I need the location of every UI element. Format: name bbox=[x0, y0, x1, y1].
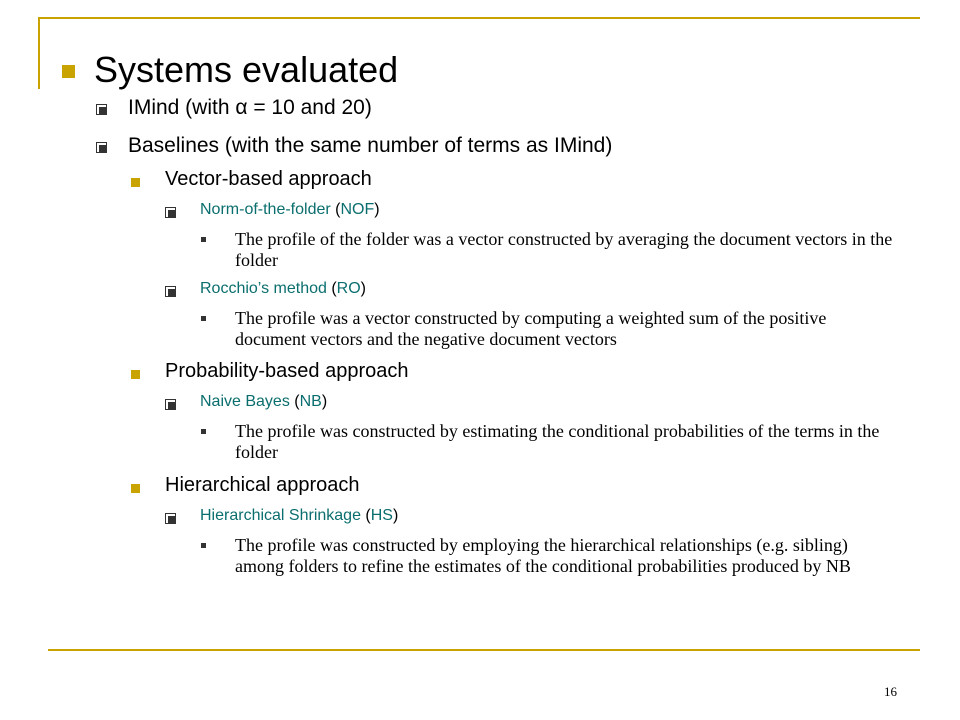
baselines-bullet-icon bbox=[96, 142, 107, 153]
slide-title-text: Systems evaluated bbox=[94, 49, 399, 90]
hs-desc-bullet-icon bbox=[201, 543, 206, 548]
imind-bullet-icon bbox=[96, 104, 107, 115]
hs-item: Hierarchical Shrinkage (HS) bbox=[200, 507, 399, 524]
nb-description: The profile was constructed by estimating the conditional probabilities of the terms in the folder bbox=[235, 421, 880, 462]
vector-heading: Vector-based approach bbox=[165, 168, 372, 190]
hs-abbr: HS bbox=[370, 507, 393, 524]
title-bullet-icon bbox=[62, 65, 75, 78]
imind-item: IMind (with α = 10 and 20) bbox=[128, 96, 372, 119]
ro-desc-bullet-icon bbox=[201, 316, 206, 321]
ro-bullet-icon bbox=[165, 286, 176, 297]
nof-item: Norm-of-the-folder (NOF) bbox=[200, 201, 380, 218]
nof-name: Norm-of-the-folder bbox=[200, 201, 331, 218]
ro-abbr: RO bbox=[336, 280, 361, 297]
ro-name: Rocchio’s method bbox=[200, 280, 327, 297]
ro-item: Rocchio’s method (RO) bbox=[200, 280, 366, 297]
nof-description: The profile of the folder was a vector constructed by averaging the document vectors in the folder bbox=[235, 229, 893, 270]
slide-title bbox=[94, 49, 398, 91]
nof-bullet-icon bbox=[165, 207, 176, 218]
ro-description: The profile was a vector constructed by computing a weighted sum of the positive document vectors and the negative document vectors bbox=[235, 308, 827, 349]
hier-bullet-icon bbox=[131, 484, 140, 493]
prob-bullet-icon bbox=[131, 370, 140, 379]
prob-heading: Probability-based approach bbox=[165, 360, 409, 382]
nof-desc-bullet-icon bbox=[201, 237, 206, 242]
nb-desc-bullet-icon bbox=[201, 429, 206, 434]
top-rule bbox=[40, 17, 920, 19]
hs-description: The profile was constructed by employing the hierarchical relationships (e.g. sibling) among folders to refine the estimates of the conditional probabilities produced by NB bbox=[235, 535, 851, 576]
baselines-item: Baselines (with the same number of terms as IMind) bbox=[128, 134, 613, 157]
hs-bullet-icon bbox=[165, 513, 176, 524]
hs-name: Hierarchical Shrinkage bbox=[200, 507, 361, 524]
nb-item: Naive Bayes (NB) bbox=[200, 393, 328, 410]
nb-abbr: NB bbox=[299, 393, 322, 410]
nb-bullet-icon bbox=[165, 399, 176, 410]
vector-bullet-icon bbox=[131, 178, 140, 187]
page-number: 16 bbox=[884, 684, 897, 699]
bottom-rule bbox=[48, 649, 920, 651]
nb-name: Naive Bayes bbox=[200, 393, 290, 410]
left-rule bbox=[38, 17, 40, 89]
nof-abbr: NOF bbox=[340, 201, 375, 218]
hier-heading: Hierarchical approach bbox=[165, 474, 360, 496]
